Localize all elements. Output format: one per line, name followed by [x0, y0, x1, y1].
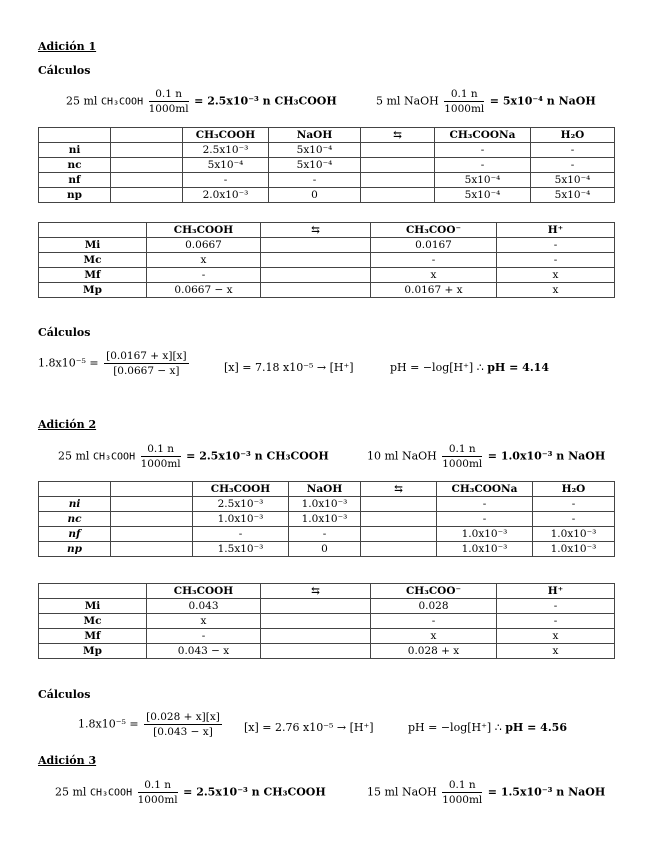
table-cell: x	[497, 629, 615, 644]
row-label: Mp	[39, 644, 147, 659]
table-header-cell: H⁺	[497, 584, 615, 599]
table-cell: -	[371, 614, 497, 629]
table-header-row	[39, 584, 615, 599]
table-cell: x	[497, 268, 615, 283]
table-cell	[111, 188, 183, 203]
section1-calc2-label: Cálculos	[38, 326, 91, 339]
table-cell: -	[147, 629, 261, 644]
table-cell: 0.0167	[371, 238, 497, 253]
table-cell	[361, 173, 435, 188]
section1-molarity-table	[38, 222, 615, 298]
table-cell: 0.043	[147, 599, 261, 614]
table-cell	[111, 143, 183, 158]
table-header-cell: ⇆	[261, 223, 371, 238]
table-header-cell	[39, 223, 147, 238]
table-cell	[361, 188, 435, 203]
table-header-row	[39, 128, 615, 143]
table-cell	[261, 268, 371, 283]
table-row	[39, 143, 615, 158]
table-cell	[361, 158, 435, 173]
table-cell: 0	[289, 542, 361, 557]
table-cell	[111, 158, 183, 173]
table-row	[39, 527, 615, 542]
table-cell	[261, 599, 371, 614]
table-row	[39, 644, 615, 659]
table-cell: 0.028	[371, 599, 497, 614]
table-header-cell: CH₃COO⁻	[371, 584, 497, 599]
table-row	[39, 253, 615, 268]
fraction: $\frac{[0.028 + x][x]}{[0.043 - x]}$	[146, 711, 220, 738]
section2-eq-right: 10 ml NaOH $\frac{0.1 n}{1000ml}$ = 1.0x10⁻³ n NaOH	[367, 443, 606, 470]
row-label: Mi	[39, 238, 147, 253]
table-cell: x	[147, 614, 261, 629]
row-label: Mi	[39, 599, 147, 614]
fraction: $\frac{[0.0167 + x][x]}{[0.0667 - x]}$	[106, 350, 187, 377]
fraction: $\frac{0.1 n}{1000ml}$	[444, 88, 485, 115]
table-row	[39, 599, 615, 614]
table-cell: 1.0x10⁻³	[437, 542, 533, 557]
section3-eq-right: 15 ml NaOH $\frac{0.1 n}{1000ml}$ = 1.5x10⁻³ n NaOH	[367, 779, 606, 806]
table-row	[39, 283, 615, 298]
table-cell: 2.5x10⁻³	[183, 143, 269, 158]
table-header-cell: ⇆	[361, 482, 437, 497]
table-cell: x	[147, 253, 261, 268]
row-label: ni	[39, 143, 111, 158]
table-cell: -	[497, 599, 615, 614]
table-header-cell: H⁺	[497, 223, 615, 238]
table-cell: -	[437, 497, 533, 512]
table-cell: -	[531, 143, 615, 158]
table-cell: 1.0x10⁻³	[289, 497, 361, 512]
row-label: Mf	[39, 629, 147, 644]
table-row	[39, 158, 615, 173]
table-cell: -	[435, 158, 531, 173]
table-header-cell: NaOH	[289, 482, 361, 497]
table-cell	[361, 497, 437, 512]
table-header-cell	[39, 482, 111, 497]
table-cell: -	[289, 527, 361, 542]
table-header-cell: NaOH	[269, 128, 361, 143]
table-cell: 5x10⁻⁴	[269, 143, 361, 158]
table-header-cell: CH₃COOH	[147, 223, 261, 238]
table-cell: -	[183, 173, 269, 188]
fraction: $\frac{0.1 n}{1000ml}$	[148, 88, 189, 115]
row-label: np	[39, 188, 111, 203]
row-label: nf	[39, 173, 111, 188]
table-cell: 5x10⁻⁴	[435, 188, 531, 203]
table-cell: -	[269, 173, 361, 188]
row-label: Mp	[39, 283, 147, 298]
row-label: nf	[39, 527, 111, 542]
fraction: $\frac{0.1 n}{1000ml}$	[442, 443, 483, 470]
table-row	[39, 629, 615, 644]
table-cell: 5x10⁻⁴	[531, 173, 615, 188]
table-cell: 0.0667 − x	[147, 283, 261, 298]
table-cell: -	[533, 512, 615, 527]
section1-moles-table	[38, 127, 615, 203]
table-cell	[361, 527, 437, 542]
table-cell: 1.5x10⁻³	[193, 542, 289, 557]
table-cell: x	[497, 644, 615, 659]
table-cell	[361, 542, 437, 557]
table-cell	[261, 253, 371, 268]
table-cell: x	[371, 629, 497, 644]
row-label: Mc	[39, 253, 147, 268]
section2-moles-table	[38, 481, 615, 557]
table-header-cell: CH₃COONa	[437, 482, 533, 497]
table-header-cell	[39, 128, 111, 143]
table-cell: -	[531, 158, 615, 173]
table-cell: 2.5x10⁻³	[193, 497, 289, 512]
table-cell	[261, 629, 371, 644]
section2-ka-equation: 1.8x10⁻⁵ = $\frac{[0.028 + x][x]}{[0.043 - x]}$	[78, 711, 220, 738]
section1-ka-equation: 1.8x10⁻⁵ = $\frac{[0.0167 + x][x]}{[0.0667 - x]}$	[38, 350, 187, 377]
table-header-cell: CH₃COOH	[193, 482, 289, 497]
section2-molarity-table	[38, 583, 615, 659]
table-row	[39, 268, 615, 283]
table-cell: -	[193, 527, 289, 542]
table-header-cell: CH₃COO⁻	[371, 223, 497, 238]
table-cell	[111, 527, 193, 542]
table-cell: 5x10⁻⁴	[269, 158, 361, 173]
table-row	[39, 497, 615, 512]
table-cell: 1.0x10⁻³	[533, 527, 615, 542]
table-header-cell	[111, 128, 183, 143]
table-header-row	[39, 482, 615, 497]
table-cell: 2.0x10⁻³	[183, 188, 269, 203]
table-cell: -	[497, 253, 615, 268]
table-cell	[261, 283, 371, 298]
table-row	[39, 542, 615, 557]
section2-calc2-label: Cálculos	[38, 688, 91, 701]
table-header-cell: ⇆	[361, 128, 435, 143]
table-row	[39, 173, 615, 188]
table-cell: 0.0167 + x	[371, 283, 497, 298]
table-row	[39, 614, 615, 629]
section2-ph: pH = −log[H⁺] ∴ pH = 4.56	[408, 721, 567, 734]
table-row	[39, 512, 615, 527]
section1-calc-label: Cálculos	[38, 64, 91, 77]
section3-eq-left: 25 ml CH₃COOH $\frac{0.1 n}{1000ml}$ = 2.5x10⁻³ n CH₃COOH	[55, 779, 326, 806]
table-cell: x	[497, 283, 615, 298]
fraction: $\frac{0.1 n}{1000ml}$	[137, 779, 178, 806]
row-label: nc	[39, 512, 111, 527]
row-label: Mf	[39, 268, 147, 283]
table-header-cell: CH₃COOH	[183, 128, 269, 143]
section1-ph: pH = −log[H⁺] ∴ pH = 4.14	[390, 361, 549, 374]
section2-x-result: [x] = 2.76 x10⁻⁵ → [H⁺]	[244, 721, 374, 734]
table-cell: 5x10⁻⁴	[435, 173, 531, 188]
table-cell	[261, 238, 371, 253]
table-cell	[361, 143, 435, 158]
table-cell: 5x10⁻⁴	[531, 188, 615, 203]
table-cell	[361, 512, 437, 527]
table-cell: 0	[269, 188, 361, 203]
table-header-cell	[39, 584, 147, 599]
fraction: $\frac{0.1 n}{1000ml}$	[140, 443, 181, 470]
table-row	[39, 188, 615, 203]
table-cell: -	[497, 238, 615, 253]
table-cell	[111, 512, 193, 527]
section1-x-result: [x] = 7.18 x10⁻⁵ → [H⁺]	[224, 361, 354, 374]
table-cell: 1.0x10⁻³	[193, 512, 289, 527]
table-cell	[261, 644, 371, 659]
table-header-cell: ⇆	[261, 584, 371, 599]
section1-eq-right: 5 ml NaOH $\frac{0.1 n}{1000ml}$ = 5x10⁻⁴ n NaOH	[376, 88, 596, 115]
fraction: $\frac{0.1 n}{1000ml}$	[442, 779, 483, 806]
table-header-row	[39, 223, 615, 238]
table-cell: 1.0x10⁻³	[533, 542, 615, 557]
table-cell	[261, 614, 371, 629]
table-cell: 5x10⁻⁴	[183, 158, 269, 173]
table-cell: 0.043 − x	[147, 644, 261, 659]
table-cell: -	[497, 614, 615, 629]
section2-title: Adición 2	[38, 418, 97, 431]
table-header-cell: CH₃COOH	[147, 584, 261, 599]
table-header-cell	[111, 482, 193, 497]
table-row	[39, 238, 615, 253]
table-cell: -	[533, 497, 615, 512]
section1-eq-left: 25 ml CH₃COOH $\frac{0.1 n}{1000ml}$ = 2.5x10⁻³ n CH₃COOH	[66, 88, 337, 115]
table-cell: -	[437, 512, 533, 527]
table-cell	[111, 497, 193, 512]
section3-title: Adición 3	[38, 754, 97, 767]
row-label: nc	[39, 158, 111, 173]
section2-eq-left: 25 ml CH₃COOH $\frac{0.1 n}{1000ml}$ = 2.5x10⁻³ n CH₃COOH	[58, 443, 329, 470]
row-label: Mc	[39, 614, 147, 629]
table-cell: -	[147, 268, 261, 283]
table-cell	[111, 173, 183, 188]
table-header-cell: H₂O	[531, 128, 615, 143]
table-header-cell: CH₃COONa	[435, 128, 531, 143]
table-cell: -	[371, 253, 497, 268]
table-header-cell: H₂O	[533, 482, 615, 497]
table-cell: -	[435, 143, 531, 158]
table-cell	[111, 542, 193, 557]
table-cell: 0.028 + x	[371, 644, 497, 659]
table-cell: 1.0x10⁻³	[289, 512, 361, 527]
row-label: ni	[39, 497, 111, 512]
table-cell: x	[371, 268, 497, 283]
section1-title: Adición 1	[38, 40, 97, 53]
table-cell: 0.0667	[147, 238, 261, 253]
table-cell: 1.0x10⁻³	[437, 527, 533, 542]
row-label: np	[39, 542, 111, 557]
